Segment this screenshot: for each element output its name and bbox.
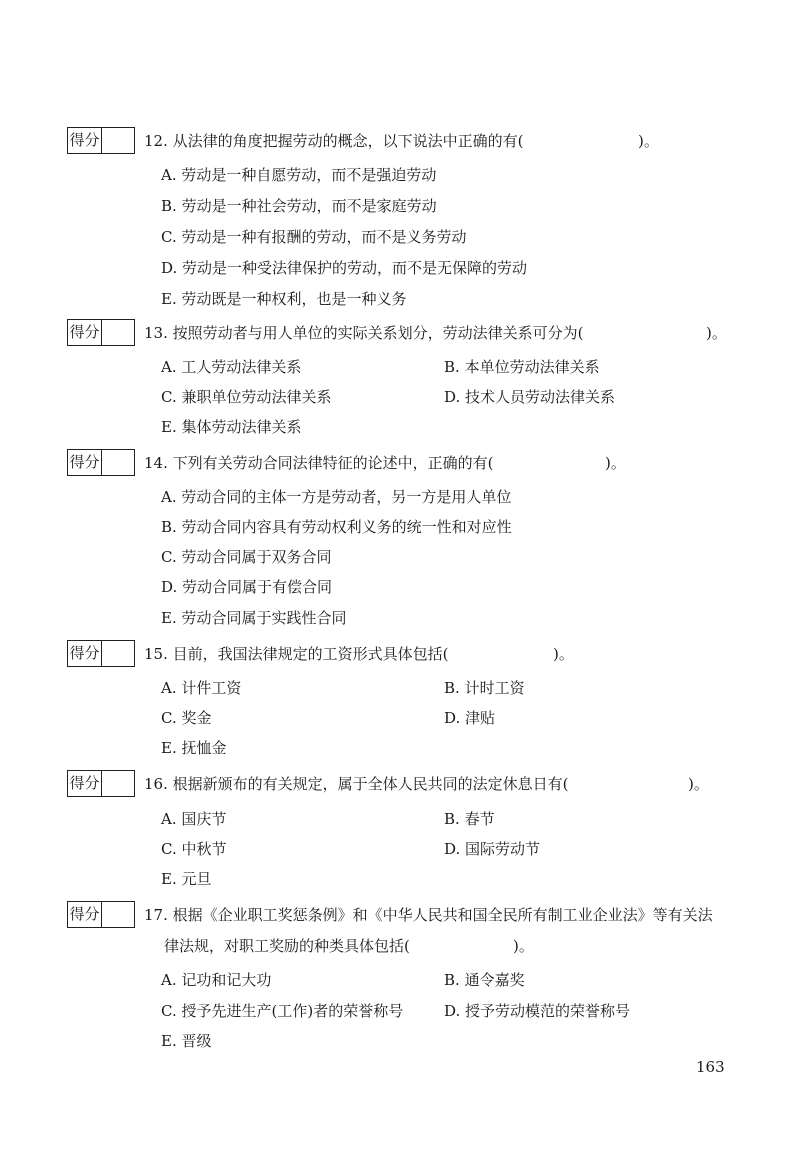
question-number: 15. xyxy=(144,645,168,663)
option-e: E. 劳动合同属于实践性合同 xyxy=(161,609,347,627)
question-stem xyxy=(144,773,569,795)
question-number: 12. xyxy=(144,132,168,150)
option-b: B. 本单位劳动法律关系 xyxy=(444,358,600,376)
score-label: 得分 xyxy=(68,128,102,153)
option-c: C. 兼职单位劳动法律关系 xyxy=(161,388,332,406)
question-stem xyxy=(144,322,584,344)
option-a: A. 工人劳动法律关系 xyxy=(161,358,302,376)
option-b: B. 通令嘉奖 xyxy=(444,971,525,989)
option-b: B. 春节 xyxy=(444,810,495,828)
score-box xyxy=(67,449,135,476)
option-e: E. 元旦 xyxy=(161,870,212,888)
option-e: E. 劳动既是一种权利，也是一种义务 xyxy=(161,290,407,308)
question-stem-end: )。 xyxy=(513,937,534,955)
option-d: D. 国际劳动节 xyxy=(444,840,541,858)
option-a: A. 国庆节 xyxy=(161,810,227,828)
question-text: 按照劳动者与用人单位的实际关系划分，劳动法律关系可分为( xyxy=(172,324,584,342)
option-a: A. 劳动合同的主体一方是劳动者，另一方是用人单位 xyxy=(161,488,512,506)
option-d: D. 津贴 xyxy=(444,709,496,727)
option-e: E. 抚恤金 xyxy=(161,739,227,757)
option-a: A. 记功和记大功 xyxy=(161,971,272,989)
option-e: E. 晋级 xyxy=(161,1032,212,1050)
question-stem-end: )。 xyxy=(605,454,626,472)
page-number: 163 xyxy=(696,1058,725,1076)
score-label: 得分 xyxy=(68,641,102,666)
question-stem-end: )。 xyxy=(553,645,574,663)
score-box xyxy=(67,640,135,667)
question-text: 目前，我国法律规定的工资形式具体包括( xyxy=(172,645,449,663)
score-box xyxy=(67,901,135,928)
question-stem-end: )。 xyxy=(638,132,659,150)
score-box xyxy=(67,319,135,346)
question-stem xyxy=(144,904,713,926)
option-d: D. 技术人员劳动法律关系 xyxy=(444,388,616,406)
question-number: 13. xyxy=(144,324,168,342)
question-stem-end: )。 xyxy=(706,324,727,342)
question-stem xyxy=(144,452,494,474)
score-label: 得分 xyxy=(68,320,102,345)
option-a: A. 劳动是一种自愿劳动，而不是强迫劳动 xyxy=(161,166,437,184)
option-e: E. 集体劳动法律关系 xyxy=(161,418,302,436)
option-c: C. 劳动是一种有报酬的劳动，而不是义务劳动 xyxy=(161,228,467,246)
option-a: A. 计件工资 xyxy=(161,679,242,697)
question-stem xyxy=(144,130,524,152)
option-d: D. 授予劳动模范的荣誉称号 xyxy=(444,1002,631,1020)
option-c: C. 奖金 xyxy=(161,709,212,727)
option-d: D. 劳动是一种受法律保护的劳动，而不是无保障的劳动 xyxy=(161,259,528,277)
score-box xyxy=(67,127,135,154)
score-label: 得分 xyxy=(68,902,102,927)
option-b: B. 计时工资 xyxy=(444,679,525,697)
score-label: 得分 xyxy=(68,450,102,475)
option-b: B. 劳动合同内容具有劳动权利义务的统一性和对应性 xyxy=(161,518,512,536)
question-stem-line2: 律法规，对职工奖励的种类具体包括( xyxy=(164,937,410,955)
question-text: 根据《企业职工奖惩条例》和《中华人民共和国全民所有制工业企业法》等有关法 xyxy=(172,906,713,924)
option-c: C. 劳动合同属于双务合同 xyxy=(161,548,332,566)
question-text: 从法律的角度把握劳动的概念，以下说法中正确的有( xyxy=(172,132,524,150)
score-box xyxy=(67,770,135,797)
question-stem-end: )。 xyxy=(688,775,709,793)
question-number: 17. xyxy=(144,906,168,924)
option-b: B. 劳动是一种社会劳动，而不是家庭劳动 xyxy=(161,197,437,215)
option-c: C. 中秋节 xyxy=(161,840,227,858)
option-d: D. 劳动合同属于有偿合同 xyxy=(161,578,333,596)
question-stem xyxy=(144,643,449,665)
question-text: 下列有关劳动合同法律特征的论述中，正确的有( xyxy=(172,454,494,472)
score-label: 得分 xyxy=(68,771,102,796)
question-number: 14. xyxy=(144,454,168,472)
question-number: 16. xyxy=(144,775,168,793)
question-text: 根据新颁布的有关规定，属于全体人民共同的法定休息日有( xyxy=(172,775,569,793)
option-c: C. 授予先进生产(工作)者的荣誉称号 xyxy=(161,1002,404,1020)
